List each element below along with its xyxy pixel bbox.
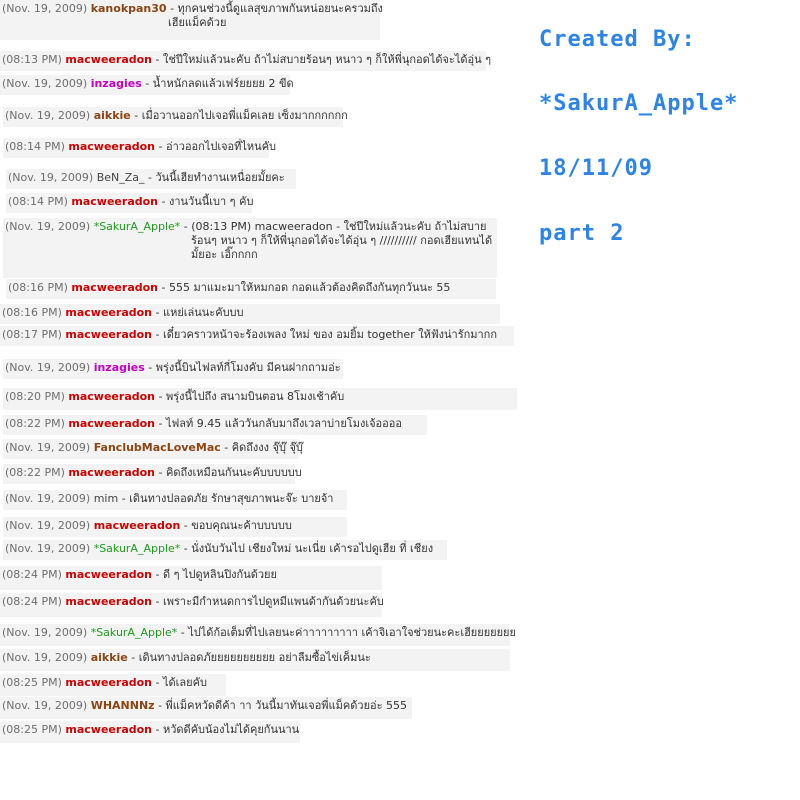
chat-message <box>0 593 382 617</box>
message-timestamp: (08:17 PM) <box>2 328 62 341</box>
message-timestamp: (Nov. 19, 2009) <box>5 109 91 122</box>
message-timestamp: (Nov. 19, 2009) <box>5 361 91 374</box>
message-timestamp: (08:22 PM) <box>5 417 65 430</box>
chat-message <box>3 107 348 127</box>
chat-message <box>3 359 343 379</box>
message-text: - ใช่ปีใหม่แล้วนะคับ ถ้าไม่สบายร้อนๆ หนาว ๆ ก็ให้พี่นุกอดได้จะได้อุ่น ๆ <box>155 53 492 66</box>
message-text: - เมื่อวานออกไปเจอพี่แม็คเลย เซ็งมากกกกกก <box>134 109 348 122</box>
chat-message <box>0 697 412 719</box>
message-text: - ขอบคุณนะค้าบบบบบ <box>183 519 292 532</box>
message-text: - ทุกคนช่วงนี้ดูแลสุขภาพกันหน่อยนะครวมถึง <box>170 2 383 15</box>
chat-message <box>0 0 383 40</box>
message-timestamp: (08:22 PM) <box>5 466 65 479</box>
message-text: - นั่งนับวันไป เชียงใหม่ นะเนี่ย เค้ารอไปดูเฮีย ที่ เชียง <box>183 542 434 555</box>
message-username[interactable]: macweeradon <box>65 568 153 581</box>
message-text: - พรุ่งนี้ไปถึง สนามบินตอน 8โมงเช้าคับ <box>158 390 345 403</box>
chat-message <box>0 326 514 346</box>
chat-message <box>3 540 447 560</box>
message-username[interactable]: macweeradon <box>68 390 156 403</box>
message-text: - ได้เลยคับ <box>155 676 207 689</box>
message-text: - พี่แม็คหวัดดีค้า าา วันนี้มาทันเจอพี่แม็คด้วยอ่ะ 555 <box>158 699 408 712</box>
message-username[interactable]: macweeradon <box>65 676 153 689</box>
message-timestamp: (Nov. 19, 2009) <box>5 542 91 555</box>
message-timestamp: (Nov. 19, 2009) <box>2 2 88 15</box>
message-username[interactable]: macweeradon <box>65 328 153 341</box>
chat-message <box>0 674 226 696</box>
message-username[interactable]: macweeradon <box>93 519 181 532</box>
message-text-continued: เฮียแม็คด้วย <box>168 16 227 29</box>
message-timestamp: (Nov. 19, 2009) <box>2 651 88 664</box>
message-timestamp: (Nov. 19, 2009) <box>5 519 91 532</box>
message-timestamp: (08:24 PM) <box>2 595 62 608</box>
message-username[interactable]: macweeradon <box>65 723 153 736</box>
message-text: - ดี ๆ ไปดูหลินปิงกันด้วยย <box>155 568 277 581</box>
message-text-continued: มั้ยอะ เอิ๊กกกก <box>191 248 258 261</box>
message-username[interactable]: *SakurA_Apple* <box>93 542 181 555</box>
message-username[interactable]: aikkie <box>93 109 131 122</box>
chat-message <box>6 169 296 189</box>
message-text: - ไฟลท์ 9.45 แล้ววันกลับมาถึงเวลาบ่ายโมงเจ้ออออ <box>158 417 402 430</box>
message-timestamp: (Nov. 19, 2009) <box>2 699 88 712</box>
message-username[interactable]: *SakurA_Apple* <box>93 220 181 233</box>
message-timestamp: (08:25 PM) <box>2 723 62 736</box>
message-timestamp: (08:20 PM) <box>5 390 65 403</box>
chat-message <box>0 75 294 95</box>
message-username[interactable]: aikkie <box>90 651 128 664</box>
chat-message <box>6 279 496 299</box>
credit-created-by: Created By: <box>539 27 696 52</box>
message-timestamp: (Nov. 19, 2009) <box>5 492 91 505</box>
chat-message <box>3 439 303 459</box>
message-text: - คิดถึงเหมือนกันนะคับบบบบบ <box>158 466 302 479</box>
message-username[interactable]: WHANNNz <box>90 699 155 712</box>
chat-message <box>0 624 516 646</box>
message-text: - แหย่เล่นนะคับบบ <box>155 306 244 319</box>
chat-message <box>6 193 252 213</box>
credit-author: *SakurA_Apple* <box>539 91 739 116</box>
credit-date: 18/11/09 <box>539 156 653 181</box>
message-timestamp: (Nov. 19, 2009) <box>8 171 94 184</box>
message-text: - เดี๋ยวคราวหน้าจะร้องเพลง ใหม่ ของ อมยิ้ม together ให้ฟังน่ารักมากก <box>155 328 498 341</box>
message-text: - พรุ่งนี้บินไฟลท์กี่โมงคับ มีคนฝากถามอ่ะ <box>148 361 341 374</box>
message-text: - น้ำหนักลดแล้วเฟร์ยยยย 2 ขีด <box>145 77 294 90</box>
chat-message <box>0 721 300 743</box>
message-username[interactable]: macweeradon <box>71 281 159 294</box>
message-text: - หวัดดีคับน้องไม่ได้คุยกันนาน <box>155 723 300 736</box>
message-username[interactable]: kanokpan30 <box>90 2 167 15</box>
message-timestamp: (Nov. 19, 2009) <box>2 626 88 639</box>
message-timestamp: (Nov. 19, 2009) <box>5 220 91 233</box>
message-timestamp: (Nov. 19, 2009) <box>5 441 91 454</box>
message-username[interactable]: macweeradon <box>71 195 159 208</box>
message-username[interactable]: FanclubMacLoveMac <box>93 441 221 454</box>
message-text: - เพราะมีกำหนดการไปดูหมีแพนด้ากันด้วยนะคับ <box>155 595 384 608</box>
message-username[interactable]: macweeradon <box>68 140 156 153</box>
message-username[interactable]: macweeradon <box>68 466 156 479</box>
chat-message <box>0 304 500 324</box>
chat-message <box>3 517 347 537</box>
chat-message <box>3 138 277 158</box>
message-timestamp: (08:24 PM) <box>2 568 62 581</box>
message-timestamp: (Nov. 19, 2009) <box>2 77 88 90</box>
message-username[interactable]: macweeradon <box>68 417 156 430</box>
chat-message <box>3 388 517 410</box>
chat-message <box>3 464 302 484</box>
message-text: - 555 มาแมะมาให้หมกอด กอดแล้วต้องคิดถึงกันทุกวันนะ 55 <box>161 281 451 294</box>
chat-message <box>0 51 492 71</box>
message-username[interactable]: BeN_Za_ <box>96 171 145 184</box>
message-username[interactable]: macweeradon <box>65 595 153 608</box>
message-timestamp: (08:14 PM) <box>8 195 68 208</box>
message-text: - เดินทางปลอดภัย รักษาสุขภาพนะจ๊ะ บายจ้า <box>121 492 334 505</box>
credit-part: part 2 <box>539 221 625 246</box>
message-timestamp: (08:13 PM) <box>2 53 62 66</box>
message-text: - งานวันนี้เบา ๆ คับ <box>161 195 254 208</box>
message-username[interactable]: inzagies <box>90 77 142 90</box>
chat-message <box>3 218 497 278</box>
message-text: - (08:13 PM) macweeradon - ใช่ปีใหม่แล้วนะคับ ถ้าไม่สบาย <box>183 220 487 233</box>
chat-message <box>3 490 347 510</box>
message-username[interactable]: *SakurA_Apple* <box>90 626 178 639</box>
message-text: - อ่าวออกไปเจอที่ไหนคับ <box>158 140 277 153</box>
message-username[interactable]: macweeradon <box>65 306 153 319</box>
message-username[interactable]: mim <box>93 492 119 505</box>
message-username[interactable]: inzagies <box>93 361 145 374</box>
chat-message <box>0 649 510 671</box>
message-timestamp: (08:25 PM) <box>2 676 62 689</box>
message-text: - วันนี้เฮียทำงานเหนื่อยมั้ยคะ <box>148 171 285 184</box>
chat-message <box>3 415 427 435</box>
message-timestamp: (08:16 PM) <box>2 306 62 319</box>
message-text-continued: ร้อนๆ หนาว ๆ ก็ให้พี่นุกอดได้จะได้อุ่น ๆ ////////// กอดเฮียแทนได้ <box>191 234 493 247</box>
message-username[interactable]: macweeradon <box>65 53 153 66</box>
message-timestamp: (08:14 PM) <box>5 140 65 153</box>
message-text: - เดินทางปลอดภัยยยยยยยยยย อย่าลืมซื้อไข่เค็มนะ <box>131 651 371 664</box>
message-text: - คิดถึงงง จุ๊บุ๊ จุ๊บุ๊ <box>224 441 303 454</box>
chat-message <box>0 566 382 590</box>
message-text: - ไปได้ก้อเต็มที่ไปเลยนะค่าาาาาาาาา เค้าจิเอาใจช่วยนะคะเฮียยยยยยย <box>180 626 516 639</box>
message-timestamp: (08:16 PM) <box>8 281 68 294</box>
